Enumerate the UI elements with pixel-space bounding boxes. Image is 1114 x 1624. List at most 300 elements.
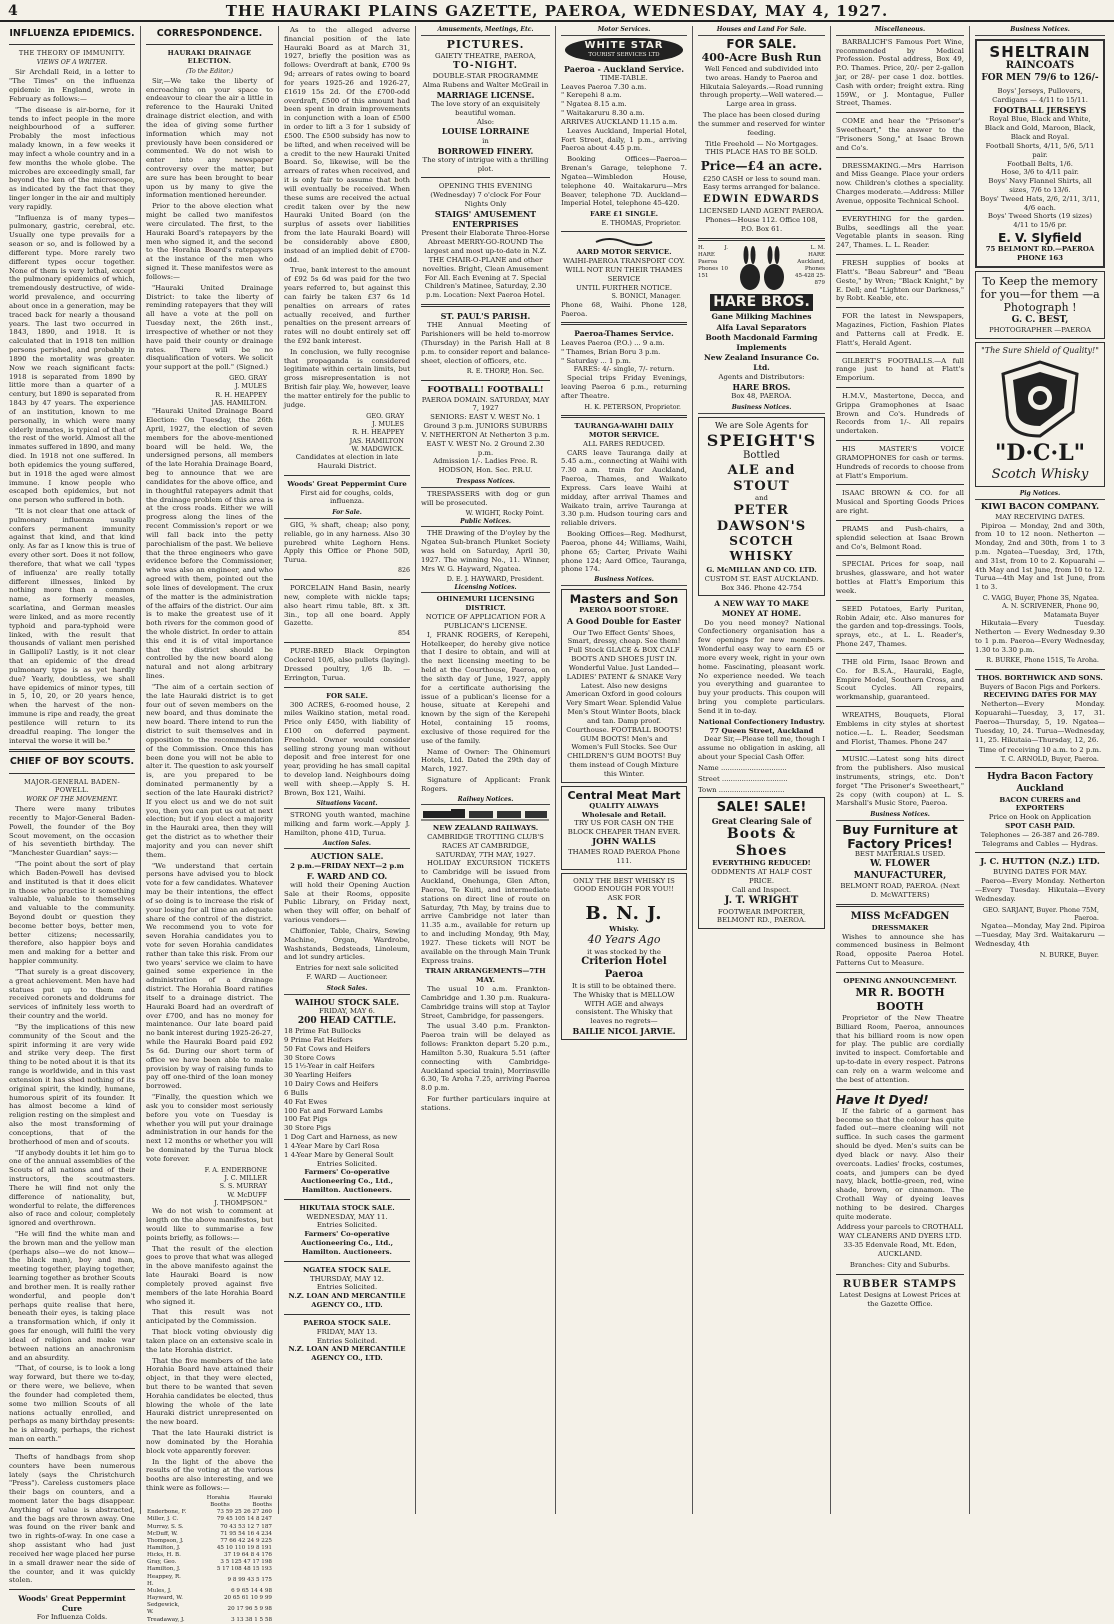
photograph-ad (975, 271, 1105, 339)
letter-paragraph: In the light of the above the results of the voting at the various booths are also interesting, and we think were as follows:— (146, 1457, 273, 1493)
classified-ad: PURE-BRED Black Orpington Cockerel 10/6, also pullets (laying). Dressed poultry, 1/6 lb. —Errington, Turua. (284, 647, 410, 682)
table-row (146, 1552, 273, 1559)
ad-headline: MR R. BOOTH BOOTH (855, 985, 945, 1013)
table-cell: Enderbone, F. (147, 1509, 187, 1516)
article-headline: CHIEF OF BOY SCOUTS. (9, 756, 135, 768)
classified-ad: WREATHS, Bouquets, Floral Emblems in city styles at shortest notice.—L. L. Reader, Seedsman and Florist, Thames. Phone 247 (836, 711, 964, 746)
table-row (146, 1531, 273, 1538)
notice-text: N. BURKE, Buyer. (1039, 950, 1099, 959)
table-row (146, 1574, 273, 1588)
article-subheading: VIEWS OF A WRITER. (36, 59, 108, 67)
column-2 (141, 26, 279, 1623)
auction-time: 2 p.m.—FRIDAY NEXT—2 p.m (290, 861, 404, 870)
table-cell: 79 45 105 14 8 247 (216, 1516, 272, 1523)
table-row (146, 1509, 273, 1516)
classified-ad: GIG, ¾ shaft, cheap; also pony, reliable, go in any harness. Also 30 purebred white Leghorn Hens. Apply this Office or Phone 50D, Turua. (284, 520, 410, 565)
ad-text: Title Freehold — No Mortgages. THIS PLACE HAS TO BE SOLD. (704, 139, 819, 157)
auctioneer-name: F. WARD AND CO. (306, 870, 388, 881)
notice-text: The usual 10 a.m. Frankton-Cambridge and 1.30 p.m. Ruakura-Cambridge trains will stop at Taylor Street, Cambridge, for passengers. (421, 985, 550, 1020)
notice-text: R. BURKE, Phone 151S, Te Aroha. (986, 656, 1099, 665)
notice-signature: R. E. THORP, Hon. Sec. (466, 367, 544, 376)
ad-headline: Central Meat Mart (567, 788, 681, 802)
table-header: Hauraki Booths (248, 1494, 272, 1509)
ad-headline: FOR MEN 79/6 to 126/- (981, 72, 1099, 83)
classified-ad: BARBALICH'S Famous Port Wine, recommended by Medical Profession. Postal address, Box 49, P.O. Thames. Price, 20/- per 2-gallon jar, or 28/- per case 1 doz. bottles. Cash with order; freight extra. Ring 159W., or J. Montague, Fuller Street, Thames. (836, 37, 964, 108)
ad-text: Boys' Tweed Shorts (19 sizes) 4/11 to 15/6 pr. (987, 212, 1093, 230)
ad-text: Phones—House 112. Office 108, P.O. Box 61. (705, 215, 818, 233)
article-paragraph: "It is not clear that one attack of pulmonary influenza usually confers permanent immunity against that kind, and that kind only. As far as I know this is true of every other sort. Does it not follow, therefore, that what we call 'types of influenza' are really totally different illnesses, linked by nothing more than a common name, as formerly measles, scarlatina, and German measles were linked, and as more recently typhoid and para-typhoid were linked, with the result that thousands of valiant men perished in Gallipoli? Lastly, is it not clear that an epidemic of the dread pulmonary type is as yet hardly due? Yearly, doubtless, we shall have epidemics of minor types, till in 5, 10, 20, or 20 years hence, when the harvest of the non-immune is ripe and ready, the great pestilence will return to its dreadful reaping. The longer the interval the worse it will be." (9, 506, 135, 745)
table-cell: Mules, J. (147, 1587, 172, 1594)
section-label: Business Notices. (975, 26, 1105, 36)
ad-headline: Price—£4 an acre. (700, 159, 823, 174)
ad-text: MARRIAGE LICENSE. (436, 89, 535, 100)
article-subheading: HAURAKI DRAINAGE ELECTION. (167, 49, 252, 66)
ad-text: BELMONT ROAD, PAEROA. (Next D. McWATTERS) (840, 882, 960, 900)
service-text: Leaves Auckland, Imperial Hotel, Fort Street, daily, 1 p.m., arriving Paeroa about 4.45 p.m. (561, 126, 687, 153)
ad-text: Well Fenced and subdivided into two areas. Handy to Paeroa and Hikutaia Saleyards.—Road running through property.—Well watered.—Large area in grass. (699, 64, 824, 109)
table-row (146, 1602, 273, 1616)
ad-text: Scotch Whisky (991, 466, 1089, 482)
notice-text: A. N. SCRIVENER, Phone 90, Matamata Buyer (1002, 602, 1099, 619)
ad-text: THE CHAIR-O-PLANE and other novelties. Bright, Clean Amusement For All. Each Evening at 7. Special Children's Matinee, Saturday, 2.30 p.m. Location: Next Paeroa Hotel. (422, 255, 549, 300)
column-8 (970, 26, 1110, 1514)
ad-text: TRY US FOR CASH ON THE BLOCK CHEAPER THAN EVER. (567, 819, 681, 837)
ad-headline: ALE and STOUT (727, 462, 796, 494)
ad-text: BORROWED FINERY. (437, 145, 534, 156)
ad-text: BEST MATERIALS USED. (854, 850, 946, 859)
notice-text: Buyers of Bacon Pigs and Porkers. (979, 682, 1101, 691)
shield-icon (995, 358, 1085, 438)
ad-headline: Boots & Shoes (726, 825, 797, 859)
classified-ad: H.M.V., Mastertone, Decca, and Grippa Gramophones at Isaac Brown and Co's. Hundreds of Records from 1/-. All repairs undertaken. (836, 392, 964, 436)
ad-text: The love story of an exquisitely beautiful woman. (431, 99, 540, 117)
auction-text: Chiffonier, Table, Chairs, Sewing Machine, Organ, Wardrobe, Washstands, Bedsteads, Linoleum, and lot sundry articles. (284, 926, 410, 962)
ad-headline: SCOTCH WHISKY (729, 534, 794, 563)
table-cell: 73 59 25 26 27 260 (216, 1509, 272, 1516)
column-7 (831, 26, 970, 1514)
ad-text: in (482, 136, 489, 145)
notice-text: MAY RECEIVING DATES. (995, 512, 1085, 521)
ad-text: The Whisky that is MELLOW WITH AGE and always consistent. The Whisky that leaves no regrets— (573, 990, 675, 1026)
notice-heading: OHINEMURI LICENSING DISTRICT. (436, 595, 535, 613)
article-subheading: THE THEORY OF IMMUNITY. (18, 49, 126, 58)
ad-headline: J. T. WRIGHT (724, 894, 799, 906)
letter-paragraph: "The aim of a certain section of the late Hauraki district is to get four out of seven members on the new board, and thus dominate the new board. There intend to run the district to suit themselves and in opposition to the recommendation of the Commission. Once this has been done you will not be able to alter it. The question to ask yourself is, are you prepared to be dominated permanently by a section of the late Hauraki district? If you elect us and we do not suit you, then you can put us out at next election; but if you elect a majority in the Hauraki area, then they will get the district as to whether their majority and you can never shift them. (146, 682, 273, 859)
letter-paragraph: In conclusion, we fully recognise that propaganda is considered legitimate within certain limits, but gross misrepresentation is not British fair play. We, however, leave the matter entirely for the public to judge. (284, 347, 410, 409)
notice-heading: KIWI BACON COMPANY. (980, 501, 1100, 512)
service-text: E. THOMAS, Proprietor. (601, 218, 681, 227)
ad-text: PHOTOGRAPHER —PAEROA (989, 326, 1091, 335)
ad-headline: 400-Acre Bush Run (701, 50, 822, 64)
ad-text: HARE BROS. (732, 382, 791, 392)
service-text: Leaves Paeroa (P.O.) ... 9 a.m. " Thames, Brian Boru 3 p.m. " Saturday ... 1 p.m. (561, 339, 665, 365)
voting-table (146, 1495, 273, 1624)
notice-text: Pipiroa — Monday, 2nd and 30th, from 10 to 12 noon. Netherton — Monday, 2nd and 30th, from 1 to 3 p.m. Ngatea—Tuesday, 3rd, 17th, and 31st, from 10 to 2. Kopuarahi — 4th May and 1st June, from 10 to 12. Turua—4th May and 1st June, from 1 to 3. (975, 521, 1105, 592)
ad-headline: OPENING ANNOUNCEMENT. (843, 976, 957, 985)
letter-paragraph: "Hauraki United Drainage District: to take the liberty of reminding ratepayers that they will all have a vote at the poll on Tuesday next, the 26th inst., irrespective of whether or not they have paid their county or drainage rates. There will be no disqualification of voters. We solicit your support at the poll." (Signed.) (146, 283, 273, 372)
table-cell: Murray, S. S. (147, 1523, 184, 1530)
service-text: Special trips Friday Evenings, leaving Paeroa 6 p.m., returning after Theatre. (561, 374, 687, 400)
notice-heading: FOOTBALL! FOOTBALL! (427, 384, 544, 395)
speights-ad (698, 417, 825, 597)
section-label: For Sale. (284, 509, 410, 519)
page-number: 4 (8, 3, 19, 19)
section-label: Business Notices. (836, 811, 964, 821)
notice-text: PAEROA DOMAIN. SATURDAY, MAY 7, 1927 (421, 395, 550, 413)
article-paragraph: "If anybody doubts it let him go to one of the annual assemblies of the Scouts of all nations and of their instructors, the scoutmasters. There he will find not only the difference of nationality, but, wonderful to relate, the differences also of race and colour, completely ignored and overthrown. (9, 1148, 135, 1228)
auction-text: will hold their Opening Auction Sale at their Rooms, opposite Public Library, on Friday next, when they will offer, on behalf of various vendors— (284, 880, 410, 925)
section-headline: CORRESPONDENCE. (156, 28, 263, 39)
notice-heading: BACON CURERS and EXPORTERS (999, 795, 1081, 813)
ad-headline: SALE! SALE! (716, 800, 807, 816)
ad-text: Do you need money? National Confectionery organisation has a few openings for new members. Wonderful easy way to earn £5 or more every week, right in your own home. Fascinating, pleasant work. No experience needed. We teach you everything and guarantee to buy your products. This coupon will bring you complete particulars. Send it in to-day. (698, 618, 825, 715)
ad-text: Football Belts, 1/6. (1007, 159, 1073, 168)
masters-ad (561, 589, 687, 783)
ad-text: DOUBLE-STAR PROGRAMME (432, 72, 539, 81)
service-text: Booking Offices—Paeroa—Brenan's Garage, telephone 7. Ngatea—Wimbledon House, telephone 40. Waitakaruru—Mrs Beaver, telephone 7D. Auckland—Imperial Hotel, telephone 45-420. (561, 155, 687, 208)
white-star-logo (565, 38, 683, 62)
ad-text: ASK FOR (607, 894, 641, 903)
sale-heading: WAIHOU STOCK SALE. (294, 996, 399, 1007)
ad-number: 826 (397, 567, 410, 575)
ad-headline: Buy Furniture at Factory Prices! (842, 821, 958, 851)
ad-text: Whisky. (609, 924, 639, 933)
sale-heading: NGATEA STOCK SALE. (302, 1265, 392, 1274)
ad-text: We are Sole Agents for (714, 420, 809, 430)
ad-text: LICENSED LAND AGENT PAEROA. (699, 207, 824, 216)
table-cell: 6 9 65 14 4 98 (231, 1587, 272, 1594)
ad-text: Hose, 3/6 to 4/11 pair. (1001, 168, 1079, 177)
table-cell: McDuff, W. (147, 1530, 178, 1537)
ad-text: PAEROA BOOT STORE. (579, 605, 669, 614)
aard-logo-icon (594, 236, 654, 248)
letter-paragraph: "Finally, the question which we ask you to consider most seriously before you vote on Tuesday is whether you will put your drainage administration in our hands for the next 12 months or whether you will be dominated by the Turua block vote forever. (146, 1093, 273, 1163)
ad-text: Proprietor of the New Theatre Billiard Room, Paeroa, announces that his billiard room is now open for play. The public are cordially invited to inspect. Comfortable and up-to-date in every respect. Patrons can rely on a warm welcome and the best of attention. (836, 1013, 964, 1084)
logo-text: WHITE STAR (584, 39, 664, 51)
ad-text: QUALITY ALWAYS (589, 801, 659, 810)
article-paragraph: "The point about the sort of play which Baden-Powell has devised and instituted is that it does elicit in those who practise it something valuable, valuable to themselves and valuable to the community. Beyond doubt or question they become better boys, better men, better citizens; necessarily, therefore, also happier boys and men and making for a better and happier community. (9, 860, 135, 966)
coupon-field-name: Name .............................. (698, 763, 787, 772)
service-text: ALL FARES REDUCED. (583, 439, 665, 448)
notice-text: C. VAGG, Buyer, Phone 3S, Ngatea. (982, 594, 1099, 603)
ad-text: Football Shorts, 4/11, 5/6, 5/11 pair. (985, 141, 1095, 159)
section-label: Railway Notices. (421, 796, 550, 806)
ad-text: DRESSMAKER (871, 923, 929, 932)
service-text: S. BONICI, Manager. (611, 292, 681, 301)
letter-paragraph: As to the alleged adverse financial position of the late Hauraki Board as at March 31, 1927, briefly the position was as follows: Overdraft at bank, £700 9s 9d; arrears of rates owing to board for years 1925-26 and 1926-27, £1619 15s 2d. Of the £700-odd overdraft, £500 of this amount had been spent in drain improvements in conjunction with a loan of £500 in order to lift a 3 for 1 subsidy of £500. The £500 subsidy has now to be lifted, and when received will be a credit to the new Hauraki United Board. So, likewise, will be the arrears of rates when received, and it is only fair to assume that both will eventually be received. When these sums are received the actual credit taken over by the new Hauraki United Board (on the surplus of assets over liabilities from the late Hauraki Board) will be considerably above £800, instead of an implied debit of £700-odd. (284, 26, 410, 264)
ad-text: For Influenza Colds. (36, 1613, 108, 1622)
notice-text: Hikutaia—Every Tuesday. Netherton — Every Wednesday 9.30 to 1 p.m. Paeroa—Every Wednesday, 1.30 to 3.30 p.m. (975, 619, 1105, 654)
section-label: Auction Sales. (284, 840, 410, 850)
ad-headline: Have It Dyed! (836, 1092, 929, 1107)
article-paragraph: "That surely is a great discovery, a great achievement. Men have had statues put up to them and received coronets and doldrums for services of infinitely less worth to their country and the world. (9, 967, 135, 1021)
table-cell: 3 13 38 1 5 58 (231, 1616, 272, 1623)
service-heading: AARD MOTOR SERVICE. (576, 248, 672, 257)
notice-heading: ST. PAUL'S PARISH. (440, 311, 531, 321)
table-cell: 45 10 110 19 8 191 (216, 1545, 272, 1552)
letter-paragraph: Sir,—We take the liberty of encroaching on your space to endeavour to clear the air a little in reference to the Hauraki United drainage district election, and with the idea of giving some further information which may not previously have been considered or commented. We do not wish to enter into any newspaper controversy over the matter, but are sure has been brought to bear upon us by many to give the information mentioned hereunder. (146, 76, 273, 200)
ad-text: EVERYTHING REDUCED! (712, 859, 811, 868)
service-text: FARES: 4/- single, 7/- return. (573, 365, 675, 374)
service-heading: Paeroa-Thames Service. (574, 329, 674, 339)
table-cell: Heappey, R. H. (147, 1573, 181, 1587)
sale-auctioneer: Farmers' Co-operative Auctioneering Co., Ltd., Hamilton. Auctioneers. (300, 1168, 393, 1194)
table-cell: 20 65 61 10 9 99 (223, 1595, 272, 1602)
letter-paragraph: That this result was not anticipated by the Commission. (146, 1308, 273, 1326)
sale-auctioneer: N.Z. LOAN AND MERCANTILE AGENCY CO., LTD. (288, 1292, 406, 1310)
table-row (146, 1559, 273, 1566)
notice-signature: W. WIGHT, Rocky Point. (465, 509, 544, 518)
wright-sale-ad (698, 797, 825, 929)
ad-headline: SPEIGHT'S (706, 430, 817, 450)
ad-headline: PETER DAWSON'S (716, 502, 807, 534)
classified-ad: HIS MASTER'S VOICE GRAMOPHONES for cash or terms. Hundreds of records to choose from at Flatt's Emporium. (836, 445, 964, 480)
ad-headline: RAINCOATS (1005, 60, 1075, 72)
table-row (146, 1566, 273, 1573)
page-columns (4, 26, 1110, 1623)
sale-headline: 200 HEAD CATTLE. (297, 1015, 397, 1026)
section-label: Stock Sales. (284, 985, 410, 995)
service-text: UNTIL FURTHER NOTICE. (575, 283, 673, 292)
ad-text: Great Clearing Sale of (711, 815, 812, 826)
notice-text: I, FRANK ROGERS, of Kerepehi, Hotelkeeper, do hereby give notice that I desire to obtain, and will at the next licensing meeting to be held at the Courthouse, Paeroa, on the sixth day of June, 1927, apply for a certificate authorising the issue of a publican's license for a house, situate at Kerepehi and known by the sign of the Kerepehi Hotel, containing 15 rooms, exclusive of those required for the use of the family. (421, 630, 550, 745)
table-cell: 3 5 125 47 17 198 (220, 1559, 272, 1566)
agent-name: EDWIN EDWARDS (703, 194, 820, 206)
article-subheading: (To the Editor.) (185, 67, 234, 75)
ad-text: It is still to be obtained there. (571, 981, 677, 990)
ad-text: CUSTOM ST. EAST AUCKLAND. (704, 574, 819, 583)
letter-paragraph: We do not wish to comment at length on the above manifestos, but would like to summarise a few points briefly, as follows:— (146, 1207, 273, 1242)
table-row (146, 1545, 273, 1552)
service-text: TIME-TABLE. (600, 73, 648, 82)
ad-headline: PICTURES. (446, 37, 525, 51)
dcl-whisky-ad (975, 342, 1105, 487)
column-5 (556, 26, 693, 1514)
signatories: GEO. GRAY J. MULES R. H. HEAPPEY JAS. HAMILTON. (210, 374, 267, 407)
notice-text: SPOT CASH PAID. (1005, 821, 1075, 830)
table-cell: Hicks, H. B. (147, 1552, 181, 1559)
ad-text: £250 CASH or less to sound man. Easy terms arranged for balance. (702, 174, 821, 192)
logo-text: TOURIST SERVICES LTD (588, 52, 660, 59)
table-cell: 9 8 99 43 5 175 (227, 1577, 272, 1584)
table-cell: Miller, J. C. (147, 1516, 179, 1523)
letter-paragraph: That block voting obviously dig taken place on an extensive scale in the late Horahia district. (146, 1328, 273, 1354)
section-label: Public Notices. (421, 518, 550, 528)
notice-text: Netherton—Every Monday. Kopuarahi—Tuesday, 3, 17, 31. Paeroa—Thursday, 5, 19. Ngatea—Tuesday, 10, 24. Turua—Wednesday, 11, 25. Hikutaia—Thursday, 12, 26. (975, 700, 1105, 744)
ad-text: Boys' Jerseys, Pullovers, Cardigans — 4/11 to 15/11. (992, 87, 1088, 105)
classified-ad: MUSIC.—Latest song hits direct from the publishers. Also musical instruments, strings, etc. Don't forget "The Prisoner's Sweetheart," 2s copy (with coupon) at L. S. Marshall's Music Store, Paeroa. (836, 755, 964, 808)
table-row (146, 1538, 273, 1545)
ad-text: STAIGS' AMUSEMENT ENTERPRISES (434, 208, 537, 230)
ad-text: Alma Rubens and Walter McGrail in (422, 80, 549, 89)
ad-headline: E. V. Slyfield (998, 231, 1082, 246)
ad-text: ODDMENTS AT HALF COST PRICE. (711, 868, 812, 886)
section-label: Licensing Notices. (421, 584, 550, 594)
sale-date: FRIDAY, MAY 13. (316, 1327, 378, 1336)
ad-text: G. McMILLAN AND CO. LTD. (706, 565, 817, 574)
article-paragraph: "The disease is air-borne, for it tends to infect people in the more neighbourhood of a sufferer. Probably the most infectious malady known, in a few weeks it may infect a whole country and in a few months the whole globe. The microbes are exceedingly small, far beyond the ken of the microscope, as indicated by the fact that they linger longer in the air and multiply very rapidly. (9, 105, 135, 211)
ad-text: National Confectionery Industry. 77 Queen Street, Auckland (698, 717, 825, 735)
notice-text: The usual 3.40 p.m. Frankton-Paeroa train will be delayed as follows: Frankton depart 5.20 p.m., Hamilton 5.30, Ruakura 5.51 (after connecting with Cambridge-Auckland special train), Morrinsville 6.30, Te Aroha 7.25, arriving Paeroa 8.0 p.m. (421, 1022, 550, 1093)
coupon-field-town: Town .............................. (698, 785, 785, 794)
notice-text: Paeroa—Every Monday. Netherton—Every Tuesday. Hikutaia—Every Wednesday. (975, 877, 1105, 903)
service-text: WAIHI-PAEROA TRANSPORT COY. (563, 257, 685, 266)
article-paragraph: There were many tributes recently to Major-General Baden-Powell, the founder of the Boy Scout movement, on the occasion of his seventieth birthday. The "Manchester Guardian" says:— (9, 805, 135, 858)
sale-auctioneer: Farmers' Co-operative Auctioneering Co., Ltd., Hamilton. Auctioneers. (300, 1230, 393, 1256)
letter-paragraph: That the result of the election goes to prove that what was alleged in the above manifesto against the late Hauraki Board is now completely proved against five members of the late Horahia Board who signed it. (146, 1244, 273, 1306)
table-cell: Thompson, J. (147, 1537, 184, 1544)
stock-list: 18 Prime Fat Bullocks 9 Prime Fat Heifers 50 Fat Cows and Heifers 30 Store Cows 15 1½-Year in calf Heifers 30 Yearling Heifers 10 Dairy Cows and Heifers 6 Bulls 40 Fat Ewes 100 Fat and Forward Lambs 100 Fat Pigs 30 Store Pigs 1 Dog Cart and Harness, as new 1 4-Year Mare by Carl Rosa 1 4-Year Mare by General Soult (284, 1027, 398, 1159)
table-cell: Hayward, W. (147, 1595, 183, 1602)
notice-text: TRAIN ARRANGEMENTS—7TH MAY. (425, 967, 546, 985)
ad-text: TO-NIGHT. (453, 60, 518, 71)
ad-text: FOOTBALL JERSEYS (993, 105, 1087, 116)
notice-text: Ngatea—Monday, May 2nd. Pipiroa—Tuesday, May 3rd. Waitakaruru — Wednesday, 4th (975, 922, 1105, 948)
ad-headline: FOR SALE. (726, 36, 797, 51)
meat-mart-ad (561, 786, 687, 870)
section-label: Motor Services. (561, 26, 687, 36)
ad-text: OPENING THIS EVENING (Wednesday) 7 o'clock For Four Nights Only (430, 182, 541, 209)
table-cell: 37 19 64 8 4 176 (223, 1552, 272, 1559)
classified-ad: FRESH supplies of books at Flatt's. "Beau Sabreur" and "Beau Geste," by Wren; "Black Knight," by E. Dell; and "Lighten our Darkness," by Robt. Keable, etc. (836, 259, 964, 303)
service-text: Phone 68, Waihi. Phone 128, Paeroa. (561, 300, 687, 318)
sale-auctioneer: N.Z. LOAN AND MERCANTILE AGENCY CO., LTD. (288, 1345, 406, 1363)
signatories: F. A. ENDERBONE J. C. MILLER S. S. MURRAY W. McDUFF J. THOMPSON." (204, 1165, 267, 1207)
notice-text: For further particulars inquire at stations. (421, 1095, 550, 1112)
service-heading: Paeroa - Auckland Service. (563, 63, 685, 74)
article-headline: INFLUENZA EPIDEMICS. (9, 28, 135, 39)
ad-text: Dear Sir,—Please tell me, though I assume no obligation in asking, all about your Special Cash Offer. (698, 735, 825, 762)
article-paragraph: Sir Archdall Reid, in a letter to "The Times" on the influenza epidemic in England, wrote in February as follows:— (9, 68, 135, 103)
newspaper-title: THE HAURAKI PLAINS GAZETTE, PAEROA, WEDNESDAY, MAY 4, 1927. (225, 2, 889, 20)
letter-paragraph: True, bank interest to the amount of £92 5s 6d was paid for the two years referred to, but against this can fairly be taken £37 6s 1d penalties on arrears of rates actually received, and further penalties on the present arrears of rates will no doubt entirely set off the £92 bank interest. (284, 266, 410, 345)
ad-text: Full Stock GLACE & BOX CALF BOOTS AND SHOES JUST IN. Wonderful Value. Just Landed— LADIES' PATENT & SNAKE Very Latest. Also new designs American Oxford in good colours Very Smart Wear. Splendid Value Men's Stout Winter Boots, black and tan. Damp proof. Courthouse. FOOTBALL BOOTS! GUM BOOTS! Men's and Women's Full Stocks. See Our CHILDREN'S GUM BOOTS! Buy them instead of Cough Mixture this Winter. (566, 646, 682, 778)
ad-text: Criterion Hotel Paeroa (581, 956, 667, 981)
column-3 (279, 26, 416, 1514)
article-paragraph: "By the implications of this new community of the Scout and the spirit informing it are very wide and strike very deep. The first thing to be noted about it is that its range is worldwide, and in this vast extension it has shed nothing of its original spirit, the kindly, humane, humorous spirit of its founder. It has almost become a kind of religion resting on the simplest and also the most transforming of conceptions, that of the brotherhood of men and of scouts. (9, 1022, 135, 1146)
ad-text: If the fabric of a garment has become so that the colour has quite faded out—mere cleaning will not suffice. In such cases the garment should be dyed. Men's suits can be dyed black or navy. Also their overcoats. Ladies' frocks, costumes, coats, and jumpers can be dyed navy, black, bottle-green, red, wine shade, brown, or cinnamon. The Crothall Way of dyeing leaves nothing to be desired. Charges quite moderate. (836, 1106, 964, 1221)
table-cell: 5 17 108 48 15 193 (216, 1566, 272, 1573)
notice-text: THE Annual Meeting of Parishioners will be held to-morrow (Thursday) in the Parish Hall at 8 p.m. to consider report and balance-sheet, election of officers, etc. (421, 321, 550, 365)
classified-ad: DRESSMAKING.—Mrs Harrison and Miss Geange. Place your orders now. Children's clothes a speciality. Charges moderate.—Address: Miller Avenue, opposite Technical School. (836, 161, 964, 205)
sheltrain-ad (975, 39, 1105, 268)
notice-text: Time of receiving 10 a.m. to 2 p.m. (978, 746, 1102, 755)
ad-headline: SHELTRAIN (989, 42, 1091, 61)
column-4 (416, 26, 556, 1514)
table-cell: Treadaway, J. (147, 1616, 185, 1623)
article-subheading: MAJOR-GENERAL BADEN-POWELL. (23, 777, 121, 794)
ad-text: Bottled (743, 450, 780, 462)
auction-text: F. WARD — Auctioneer. (306, 973, 388, 982)
section-label: Business Notices. (561, 576, 687, 586)
table-cell: 71 95 54 16 4 234 (220, 1530, 272, 1537)
table-row (146, 1588, 273, 1595)
ad-text: FOOTWEAR IMPORTER, BELMONT RD., PAEROA. (716, 907, 807, 925)
table-cell: 77 66 42 24 9 225 (220, 1537, 272, 1544)
notice-text: T. C. ARNOLD, Buyer, Paeroa. (1000, 755, 1099, 764)
letter-paragraph: Prior to the above election what might be called two manifestos were circulated. The first, to the Hauraki Board's ratepayers by the men who signed it, and the second to the Horahia Board's ratepayers at the instance of the men who signed it. These manifestos were as follows:— (146, 202, 273, 281)
notice-text: TRESPASSERS with dog or gun will be prosecuted. (421, 489, 550, 507)
ad-text: First aid for coughs, colds, influenza. (300, 488, 394, 506)
service-text: FARE £1 SINGLE. (589, 210, 659, 219)
service-text: CARS leave Tauranga daily at 5.45 a.m., connecting at Waihi with 7.30 a.m. train for Auckland, Paeroa, Thames, and Waikato Express. Cars leave Waihi at midday, after arrival Thames and Waikato train, arrive Tauranga at 3.30 p.m. Hudson touring cars and reliable drivers. (561, 448, 687, 528)
section-label: Houses and Land For Sale. (698, 26, 825, 36)
ad-text: Woods' Great Peppermint Cure (287, 479, 407, 488)
classified-heading: FOR SALE. (326, 691, 368, 700)
hare-bros-logo: HARE BROS. (710, 294, 813, 312)
service-text: Leaves Paeroa 7.30 a.m. " Kerepehi 8 a.m. " Ngatea 8.15 a.m. " Waitakaruru 8.30 a.m. ARRIVES AUCKLAND 11.15 a.m. (561, 82, 678, 126)
classified-ad: PORCELAIN Hand Basin, nearly new, complete with nickle taps; also heart rimu table, 8ft. x 3ft. 3in., top all one board. Apply Gazette. (284, 584, 410, 628)
classified-ad: FOR the latest in Newspapers, Magazines, Fiction, Fashion Plates and Patterns call at Fredk. E. Flatt's, Herald Agent. (836, 312, 964, 347)
ad-headline: W. FLOWER MANUFACTURER, (853, 859, 947, 881)
ad-text: JOHN WALLS (592, 837, 656, 848)
auction-heading: AUCTION SALE. (310, 851, 384, 862)
ad-text: GAIETY THEATRE, PAEROA, (434, 51, 536, 60)
ad-text: Woods' Great Peppermint Cure (18, 1594, 126, 1613)
notice-text: NOTICE OF APPLICATION FOR A PUBLICAN'S LICENSE. (425, 613, 546, 630)
letter-paragraph: That the late Hauraki district is now dominated by the Horahia block vote apparently forever. (146, 1429, 273, 1455)
ad-number: 854 (397, 630, 410, 638)
sale-text: Entries Solicited. (316, 1336, 378, 1345)
train-icon (421, 807, 549, 821)
notice-text: SENIORS: EAST V. WEST No. 1 Ground 3 p.m. JUNIORS SUBURBS V. NETHERTON At Netherton 3 p.m. EAST V. WEST No. 2 Ground 2.30 p.m. (421, 413, 550, 457)
article-subheading: WORK OF THE MOVEMENT. (26, 796, 118, 804)
notice-heading: J. C. HUTTON (N.Z.) LTD. (980, 857, 1100, 868)
notice-text: BUYING DATES FOR MAY. (993, 868, 1087, 877)
table-row (146, 1524, 273, 1531)
notice-heading: NEW ZEALAND RAILWAYS. (432, 824, 539, 833)
ad-headline: B. N. J. (585, 903, 663, 925)
classified-ad: STRONG youth wanted, machine milking and farm work.—Apply J. Hamilton, phone 41D, Turua. (284, 811, 410, 837)
ad-text: Our Two Effect Gents' Shoes, Smart, dressy, cheap. See them! (567, 628, 681, 646)
column-1 (4, 26, 141, 1622)
ad-text: Branches: City and Suburbs. (849, 1260, 951, 1269)
ad-headline: Masters and Son (569, 591, 679, 606)
ad-text: L. M. HARE Auckland, Phones 45-428 25-879 (795, 244, 825, 286)
ad-text: The place has been closed during the summer and reserved for winter feeding. (698, 111, 825, 137)
article-paragraph: "He will find the white man and the brown man and the yellow man (perhaps also—we do not know—the black man), boy and man, meeting together, playing together, learning together as brother Scouts and brother men. It is really rather wonderful, and people don't perhaps quite realise that here, beneath their eyes, is taking place a transformation which, if only it goes far enough, will fulfil the very ideal of religion and make war between nations an anachronism and an absurdity. (9, 1229, 135, 1362)
table-header (146, 1495, 189, 1509)
ad-headline: G. C. BEST, (1011, 314, 1069, 325)
ad-text: "The Sure Shield of Quality!" (981, 345, 1099, 355)
notice-text: THE Drawing of the D'oyley by the Ngatea Sub-branch Plunket Society was held on Saturday, April 30, 1927. The winning No., 11. Winner, Mrs W. G. Hayward, Ngatea. (421, 529, 550, 573)
sale-date: WEDNESDAY, MAY 11. (306, 1212, 388, 1221)
classified-ad: PRAMS and Push-chairs, a splendid selection at Isaac Brown and Co's, Belmont Road. (836, 524, 964, 551)
column-6 (693, 26, 831, 1514)
notice-text: Price on Hook on Application (988, 813, 1092, 822)
ad-text: Wishes to announce she has commenced business in Belmont Road, opposite Paeroa Hotel. Patterns Cut to Measure. (836, 932, 964, 968)
notice-text: Telephones — 26-387 and 26-789. Telegrams and Cables — Hydras. (980, 830, 1100, 848)
ad-text: Wholesale and Retail. (581, 810, 667, 819)
classified-ad: ISAAC BROWN & CO. for all Musical and Sporting Goods Prices are right. (836, 489, 964, 516)
table-row (146, 1617, 273, 1624)
ad-text: 40 Years Ago (587, 933, 661, 947)
classified-ad: THE old Firm, Isaac Brown and Co. for B.S.A., Hauraki, Eagle, Empire Model, Southern Cross, and Scout Cycles. All repairs, workmanship, guaranteed. (836, 657, 964, 702)
sale-text: Entries Solicited. (316, 1159, 378, 1168)
service-text: WILL NOT RUN THEIR THAMES SERVICE (565, 265, 683, 283)
service-text: Booking Offices—Reg. Medhurst, Paeroa, phone 44; Williams, Waihi, phone 65; Carter, Private Waihi phone 124; Aard Office, Tauranga, phone 174. (561, 530, 687, 574)
section-label: Pig Notices. (975, 490, 1105, 500)
classified-ad: GILBERT'S FOOTBALLS.—A full range just to hand at Flatt's Emporium. (836, 356, 964, 383)
sale-date: FRIDAY, MAY 6. (318, 1006, 376, 1015)
coupon-field-street: Street .............................. (698, 774, 788, 783)
letter-paragraph: That the five members of the late Horahia Board have attained their object, in that they were elected, but there to be wanted that seven Horahia candidates be elected, thus blowing the whole of the late Hauraki district unrepresented on the new board. (146, 1356, 273, 1427)
ad-headline: A NEW WAY TO MAKE MONEY AT HOME. (714, 599, 809, 619)
sale-heading: PAEROA STOCK SALE. (303, 1318, 391, 1327)
ad-text: THAMES ROAD PAEROA Phone 111. (568, 847, 680, 865)
ad-headline: MISS McFADGEN (850, 910, 950, 922)
classified-ad: SPECIAL Prices for soap, nail brushes, glassware, and hot water bottles at Flatt's Emporium this week. (836, 560, 964, 595)
